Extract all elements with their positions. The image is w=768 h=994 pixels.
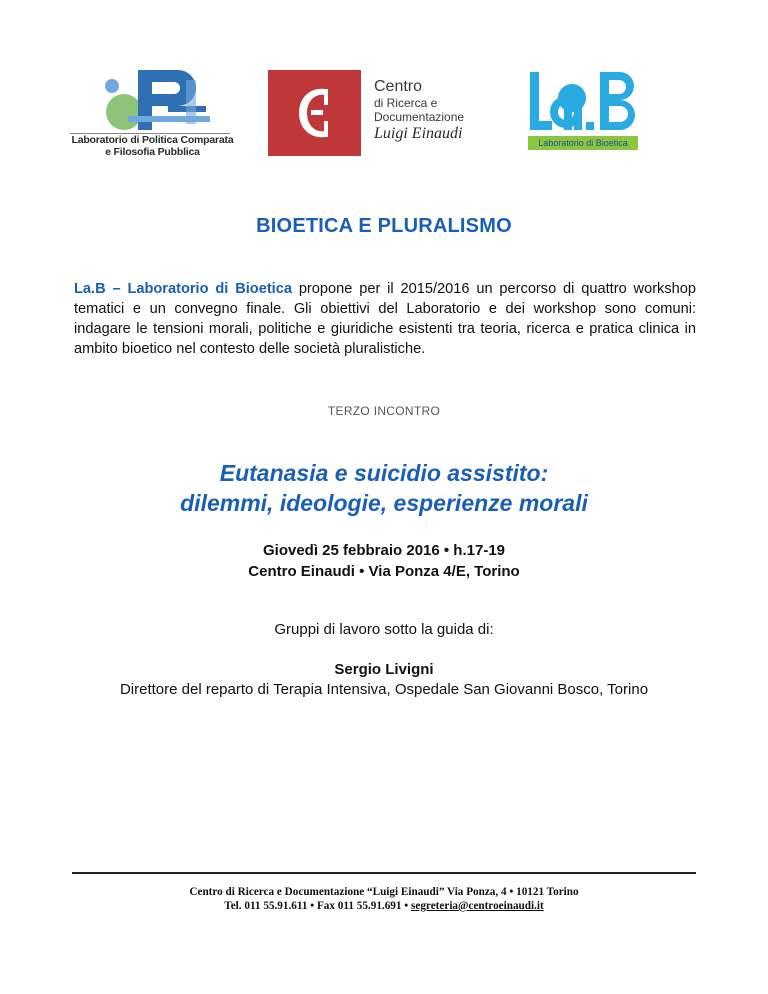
lab-logo: [528, 68, 642, 150]
footer-address: Centro di Ricerca e Documentazione “Luigi Einaudi” Via Ponza, 4 • 10121 Torino: [189, 886, 579, 898]
footer: [0, 885, 768, 913]
centro-emblem: [268, 70, 361, 156]
lpf-caption: [70, 134, 235, 158]
centro-wordmark: [374, 78, 504, 143]
intro-text: propone per il 2015/2016 un percorso di quattro workshop tematici e un convegno finale. Gli obiettivi del Laboratorio e dei workshop sono comuni: indagare le tensioni morali, politiche e giuridiche esistenti tra teoria, ricerca e pratica clinica in ambito bioetico nel contesto delle società pluralistiche.: [74, 281, 697, 357]
speaker-name: Sergio Livigni: [334, 661, 434, 678]
event-title-line2: dilemmi, ideologie, esperienze morali: [180, 490, 588, 516]
footer-divider: [72, 872, 696, 874]
centro-line3: Documentazione: [374, 110, 465, 124]
lab-badge: Laboratorio di Bioetica: [528, 136, 638, 150]
speaker-role: Direttore del reparto di Terapia Intensiva, Ospedale San Giovanni Bosco, Torino: [119, 681, 649, 698]
event-title: [0, 458, 768, 518]
centro-line2: di Ricerca e: [374, 96, 438, 110]
footer-contacts: [0, 899, 768, 913]
event-date: Giovedì 25 febbraio 2016 • h.17-19: [262, 542, 506, 559]
lpf-logo-mark: [98, 60, 218, 130]
centro-e-icon: [291, 83, 339, 143]
intro-paragraph: [74, 279, 696, 359]
meeting-label: TERZO INCONTRO: [327, 404, 441, 418]
centro-line4: Luigi Einaudi: [374, 125, 463, 142]
lab-wordmark-icon: [528, 68, 640, 134]
footer-phone-fax: Tel. 011 55.91.611 • Fax 011 55.91.691 •: [224, 900, 412, 912]
groups-intro: Gruppi di lavoro sotto la guida di:: [274, 621, 494, 638]
page-title: BIOETICA E PLURALISMO: [256, 215, 512, 237]
event-title-line1: Eutanasia e suicidio assistito:: [219, 460, 549, 486]
centro-line1: Centro: [374, 78, 423, 95]
lpf-logo: [70, 60, 235, 170]
event-details: [0, 540, 768, 582]
lpf-caption-line2: e Filosofia Pubblica: [105, 146, 200, 158]
lab-name: La.B – Laboratorio di Bioetica: [74, 281, 292, 297]
logo-bar: [0, 60, 768, 170]
footer-email-link[interactable]: segreteria@centroeinaudi.it: [411, 900, 544, 912]
centro-einaudi-logo: [268, 70, 488, 156]
event-place: Centro Einaudi • Via Ponza 4/E, Torino: [248, 563, 520, 580]
speaker: [0, 660, 768, 700]
lpf-caption-line1: Laboratorio di Politica Comparata: [71, 134, 234, 146]
